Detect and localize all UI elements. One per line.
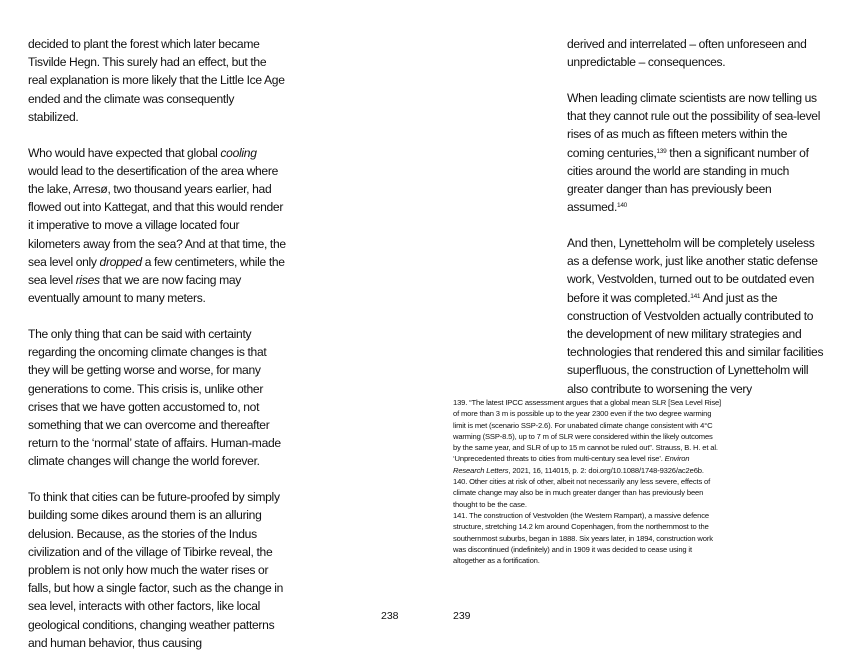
- text-run: , 2021, 16, 114015, p. 2: doi.org/10.1088/1748-9326/ac2e6b.: [508, 465, 704, 475]
- text-run: then a significant number of cities around the world are standing in much greater danger than has previously been assumed.: [567, 145, 809, 215]
- text-run: The only thing that can be said with certainty regarding the oncoming climate changes is that they will be getting worse and worse, for many generations to come. This crisis is, unlike other crises that we have gotten accustomed to, not something that we can overcome and thereafter return to the ‘normal’ state of affairs. Human-made climate changes will change the world forever.: [28, 327, 281, 469]
- paragraph: [28, 325, 286, 471]
- paragraph: [28, 488, 286, 652]
- page-number-right: 239: [453, 610, 471, 622]
- paragraph: [567, 234, 825, 398]
- text-run: would lead to the desertification of the area where the lake, Arresø, two thousand years earlier, had flowed out into Kattegat, and that this would render it imperative to move a village located four kilometers away from the sea? And at that time, the sea level only: [28, 163, 286, 269]
- left-body-text: [28, 35, 286, 652]
- text-run: When leading climate scientists are now telling us that they cannot rule out the possibility of sea-level rises of as much as fifteen meters within the coming centuries,: [567, 91, 821, 160]
- footnote: [453, 476, 721, 510]
- emphasis-text: Environ Research Letters: [453, 454, 690, 475]
- footnote-ref[interactable]: 139: [656, 147, 667, 155]
- text-run: Who would have expected that global: [28, 145, 221, 160]
- text-run: And then, Lynetteholm will be completely useless as a defense work, just like another static defense work, Vestvolden, turned out to be outdated even before it was completed.: [567, 236, 818, 305]
- footnote-ref[interactable]: 140: [617, 202, 627, 210]
- emphasis-text: cooling: [220, 145, 257, 160]
- text-run: And just as the construction of Vestvolden actually contributed to the development of new military strategies and technologies that rendered this and similar facilities superfluous, the construction of Lynetteholm will also contribute to worsening the very: [567, 290, 824, 396]
- right-page: [425, 0, 850, 652]
- text-run: a few centimeters, while the sea level: [28, 254, 285, 288]
- text-run: 141. The construction of Vestvolden (the Western Rampart), a massive defence structure, stretching 14.2 km around Copenhagen, from the northernmost to the southernmost suburbs, began in 1888. Six years later, in 1894, construction work was discontinued (indefinitely) and in 1909 it was decided to cease using it altogether as a fortification.: [453, 510, 713, 566]
- page-number-left: 238: [381, 610, 399, 622]
- footnotes: [453, 397, 721, 566]
- text-run: 139. “The latest IPCC assessment argues that a global mean SLR [Sea Level Rise] of more than 3 m is possible up to the year 2300 even if the two degree warming limit is met (scenario SSP-2.6). For unabated climate change consistent with 4°C warming (SSP-8.5), up to 7 m of SLR were considered within the likely outcomes by the same year, and SLR of up to 15 m cannot be ruled out”. Strauss, B. H. et al. ‘Unprecedented threats to cities from multi-century sea level rise’.: [453, 398, 721, 464]
- footnote: [453, 397, 721, 476]
- text-run: To think that cities can be future-proofed by simply building some dikes around them is an alluring delusion. Because, as the stories of the Indus civilization and of the village of Tibirke reveal, the problem is not only how much the water rises or falls, but how a single factor, such as the change in sea level, interacts with other factors, like local geological conditions, changing weather patterns and human behavior, thus causing: [28, 490, 284, 650]
- text-run: decided to plant the forest which later became Tisvilde Hegn. This surely had an effect, but the real explanation is more likely that the Little Ice Age ended and the climate was consequently stabilized.: [28, 37, 285, 124]
- footnote-ref[interactable]: 141: [690, 292, 701, 300]
- text-run: 140. Other cities at risk of other, albeit not necessarily any less severe, effects of climate change may also be in much greater danger than has previously been thought to be the case.: [453, 477, 711, 509]
- text-run: derived and interrelated – often unforeseen and unpredictable – consequences.: [567, 37, 807, 70]
- paragraph: [28, 35, 286, 126]
- emphasis-text: rises: [75, 273, 100, 288]
- paragraph: [567, 35, 825, 71]
- text-run: that we are now facing may eventually amount to many meters.: [28, 273, 242, 306]
- footnote: [453, 510, 721, 566]
- paragraph: [567, 89, 825, 216]
- emphasis-text: dropped: [99, 254, 142, 269]
- paragraph: [28, 144, 286, 308]
- right-body-text: [567, 35, 825, 398]
